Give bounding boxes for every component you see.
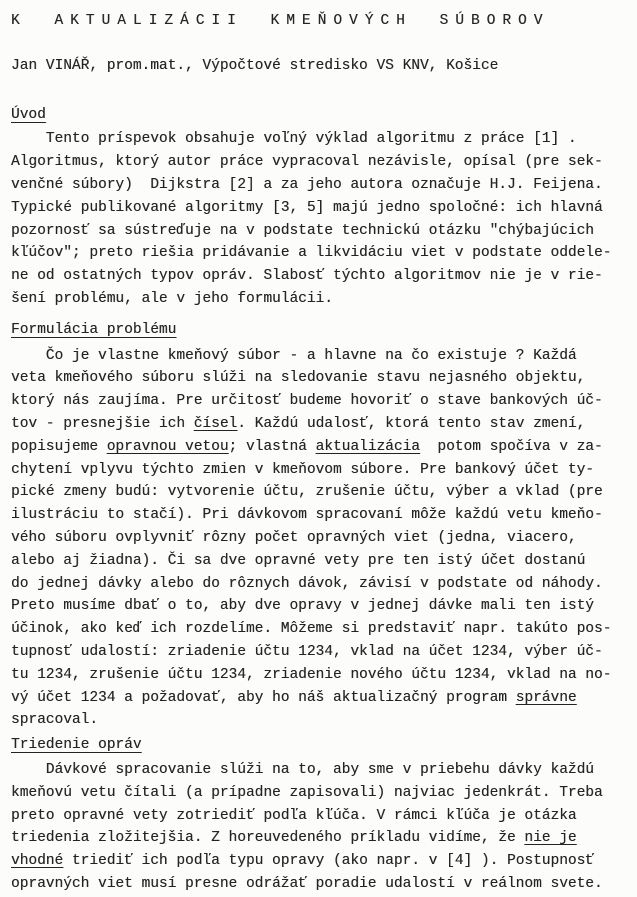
text-line — [11, 288, 623, 311]
section-triedenie-oprav — [11, 734, 623, 896]
text-segment: vého súboru ovplyvniť rôzny počet opravných viet (jedna, viacero, — [11, 529, 577, 546]
underlined-text: správne — [515, 689, 577, 706]
paragraph-triedenie-oprav — [11, 759, 623, 896]
underlined-text: opravnou vetou — [106, 438, 229, 455]
author-line: Jan VINÁŘ, prom.mat., Výpočtové stredisko VS KNV, Košice — [11, 57, 499, 74]
underlined-text: čísel — [193, 415, 238, 432]
text-line — [11, 595, 623, 618]
paragraph-uvod — [11, 128, 623, 310]
text-segment: Algoritmus, ktorý autor práce vypracoval nezávisle, opísal (pre sek- — [11, 154, 603, 171]
text-segment: alebo aj žiadna). Či sa dve opravné vety pre ten istý účet dostanú — [11, 552, 586, 569]
text-segment: tupnosť udalostí: zriadenie účtu 1234, vklad na účet 1234, výber úč- — [11, 643, 603, 660]
text-segment: spracoval. — [11, 712, 99, 729]
text-line — [11, 504, 623, 527]
text-line — [11, 550, 623, 573]
paragraph-formulacia-problemu — [11, 345, 623, 733]
text-line — [11, 174, 623, 197]
section-uvod — [11, 104, 623, 311]
text-line — [11, 128, 623, 151]
text-line — [11, 197, 623, 220]
text-line — [11, 664, 623, 687]
text-line — [11, 873, 623, 896]
text-line — [11, 459, 623, 482]
text-segment: vý účet 1234 a požadovať, aby ho náš aktualizačný program — [11, 689, 516, 706]
text-line — [11, 687, 623, 710]
document-header — [11, 10, 623, 78]
text-line — [11, 573, 623, 596]
text-segment: ilustráciu to stačí). Pri dávkovom spracovaní môže každú vetu kmeňo- — [11, 507, 603, 524]
section-heading-triedenie-oprav: Triedenie opráv — [11, 737, 142, 754]
text-segment: popisujeme — [11, 438, 107, 455]
text-line — [11, 436, 623, 459]
text-line — [11, 850, 623, 873]
text-line — [11, 220, 623, 243]
text-segment: preto opravné vety zotriediť podľa kľúča. V rámci kľúča je otázka — [11, 807, 577, 824]
text-segment: triediť ich podľa typu opravy (ako napr. v [4] ). Postupnosť — [63, 853, 595, 870]
text-segment: účinok, ako keď ich rozdelíme. Môžeme si predstaviť napr. takúto pos- — [11, 621, 612, 638]
underlined-text: nie je — [524, 830, 577, 847]
text-line — [11, 367, 623, 390]
text-line — [11, 709, 623, 732]
text-segment: ; vlastná — [228, 438, 316, 455]
text-line — [11, 390, 623, 413]
underlined-text: aktualizácia — [315, 438, 420, 455]
text-line — [11, 151, 623, 174]
document-title: K AKTUALIZÁCII KMEŇOVÝCH SÚBOROV — [11, 13, 550, 29]
text-line — [11, 413, 623, 436]
section-heading-uvod: Úvod — [11, 106, 46, 123]
text-line — [11, 242, 623, 265]
text-segment: triedenia zložitejšia. Z horeuvedeného príkladu vidíme, že — [11, 830, 525, 847]
text-segment: Tento príspevok obsahuje voľný výklad algoritmu z práce [1] . — [11, 131, 577, 148]
text-segment: Čo je vlastne kmeňový súbor - a hlavne na čo existuje ? Každá — [11, 347, 577, 364]
text-segment: do jednej dávky alebo do rôznych dávok, závisí v podstate od náhody. — [11, 575, 603, 592]
underlined-text: vhodné — [11, 853, 64, 870]
text-segment: venčné súbory) Dijkstra [2] a za jeho autora označuje H.J. Feijena. — [11, 176, 603, 193]
text-segment: šení problému, ale v jeho formulácii. — [11, 290, 333, 307]
text-segment: veta kmeňového súboru slúži na sledovanie stavu nejasného objektu, — [11, 370, 586, 387]
text-segment: ne od ostatných typov opráv. Slabosť týchto algoritmov nie je v rie- — [11, 268, 603, 285]
text-segment: Preto musíme dbať o to, aby dve opravy v jednej dávke mali ten istý — [11, 598, 594, 615]
text-line — [11, 527, 623, 550]
text-line — [11, 759, 623, 782]
text-segment: kľúčov"; preto riešia pridávanie a likvidáciu viet v podstate oddele- — [11, 245, 612, 262]
text-line — [11, 265, 623, 288]
text-segment: opravných viet musí presne odrážať poradie udalostí v reálnom svete. — [11, 875, 603, 892]
text-line — [11, 805, 623, 828]
text-line — [11, 827, 623, 850]
text-segment: tu 1234, zrušenie účtu 1234, zriadenie nového účtu 1234, vklad na no- — [11, 666, 612, 683]
text-line — [11, 618, 623, 641]
section-heading-formulacia-problemu: Formulácia problému — [11, 321, 177, 338]
text-line — [11, 345, 623, 368]
text-line — [11, 782, 623, 805]
text-segment: kmeňovú vetu čítali (a prípadne zapisovali) najviac jedenkrát. Treba — [11, 784, 603, 801]
text-line — [11, 481, 623, 504]
section-formulacia-problemu — [11, 319, 623, 732]
text-segment: chytení vplyvu týchto zmien v kmeňovom súbore. Pre bankový účet ty- — [11, 461, 594, 478]
text-segment: pické zmeny budú: vytvorenie účtu, zrušenie účtu, výber a vklad (pre — [11, 484, 603, 501]
text-segment: ktorý nás zaujíma. Pre určitosť budeme hovoriť o stave bankových úč- — [11, 393, 603, 410]
text-segment: potom spočíva v za- — [419, 438, 603, 455]
text-segment: tov - presnejšie ich — [11, 415, 194, 432]
text-segment: pozornosť sa sústreďuje na v podstate technickú otázku "chýbajúcich — [11, 222, 594, 239]
text-segment: . Každú udalosť, ktorá tento stav zmení, — [237, 415, 586, 432]
text-segment: Dávkové spracovanie slúži na to, aby sme v priebehu dávky každú — [11, 761, 594, 778]
text-segment: Typické publikované algoritmy [3, 5] majú jedno spoločné: ich hlavná — [11, 199, 603, 216]
text-line — [11, 641, 623, 664]
